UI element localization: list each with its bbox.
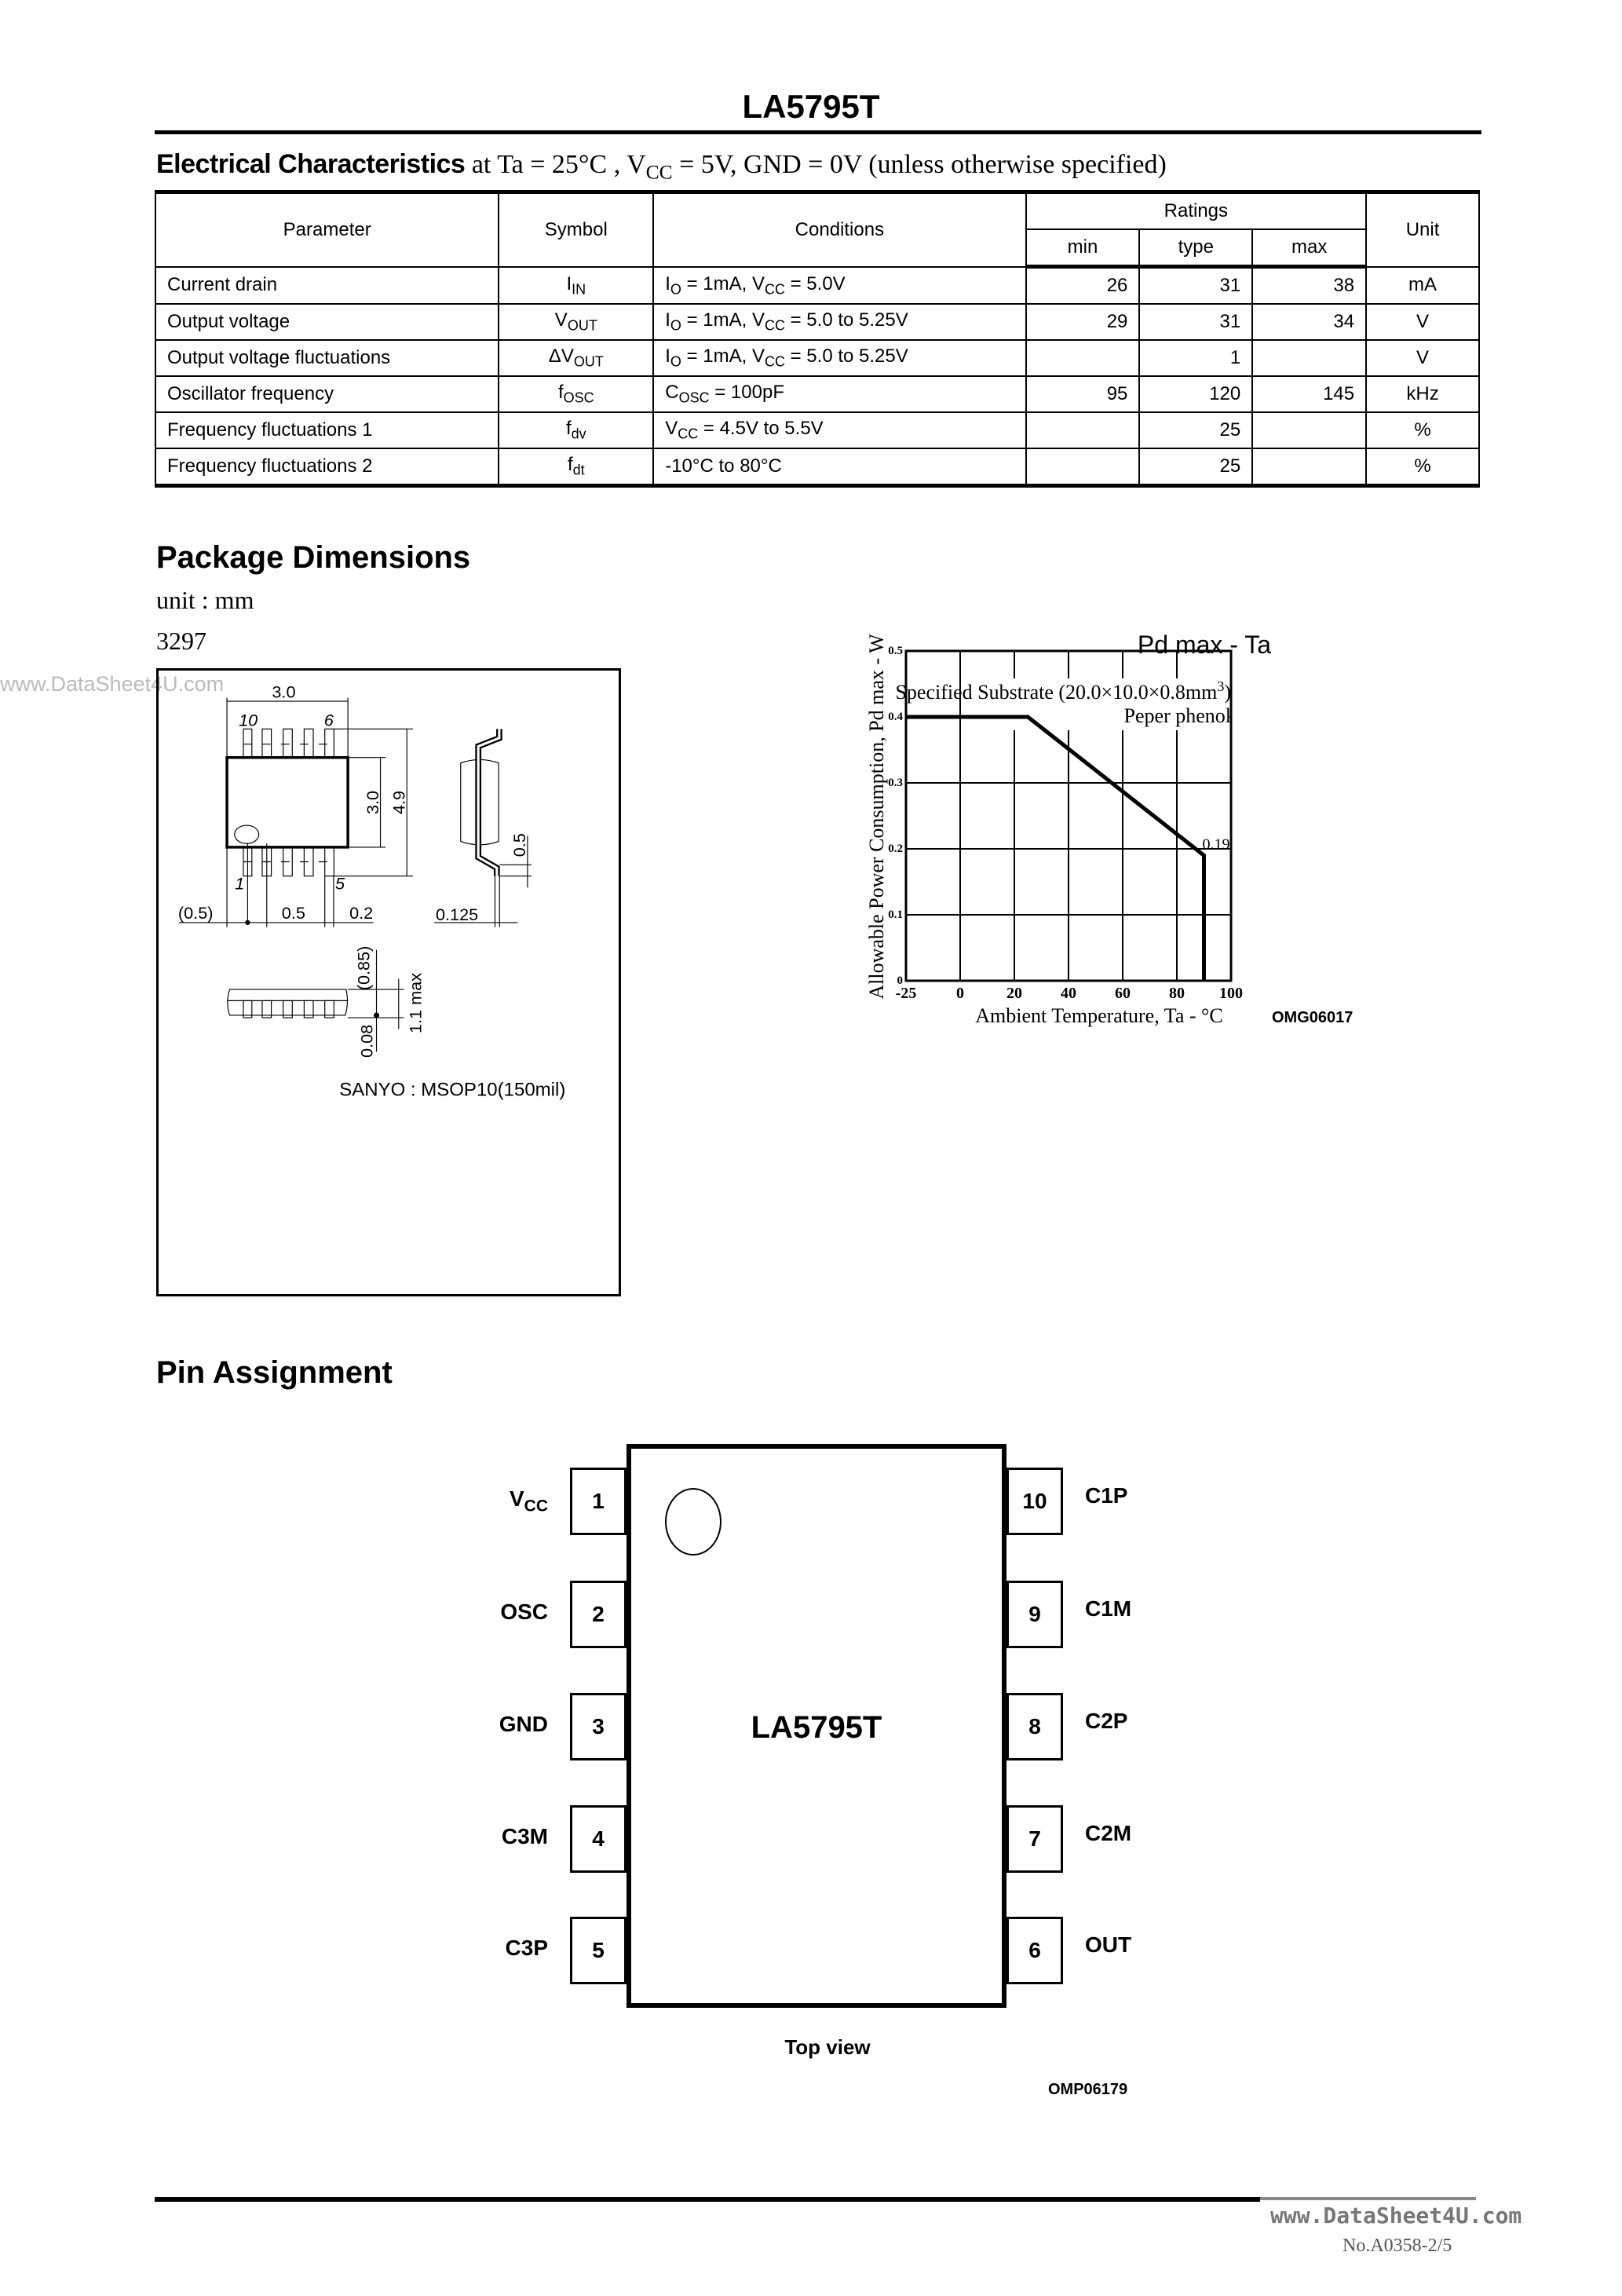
symbol-part: dt — [572, 462, 585, 478]
package-drawing — [153, 660, 624, 1303]
cell-parameter: Output voltage fluctuations — [155, 340, 499, 376]
package-body-front — [228, 989, 348, 1015]
cell-conditions — [653, 412, 1025, 448]
footer-doc-number: No.A0358-2/5 — [1343, 2236, 1452, 2256]
top-view-label: Top view — [784, 2035, 871, 2059]
pin-8-label: C2P — [1085, 1709, 1128, 1733]
document-title: LA5795T — [742, 88, 880, 125]
cell-type: 25 — [1139, 412, 1252, 448]
cell-parameter: Oscillator frequency — [155, 376, 499, 412]
y-tick-label: 0.2 — [888, 843, 903, 855]
cell-min: 26 — [1026, 267, 1140, 305]
footer-rule-gray — [1260, 2197, 1476, 2200]
pin-7-box: 7 — [1006, 1805, 1063, 1873]
package-code: 3297 — [156, 627, 206, 655]
footer-rule — [155, 2197, 1260, 2202]
chip-name: LA5795T — [751, 1710, 882, 1745]
cell-min — [1026, 448, 1140, 486]
cell-max: 145 — [1252, 376, 1366, 412]
conditions-part: O — [670, 353, 681, 370]
pin-6-label: OUT — [1085, 1932, 1132, 1957]
pin-2-box: 2 — [570, 1581, 627, 1648]
y-tick-label: 0.1 — [888, 909, 903, 921]
pin-8-box: 8 — [1006, 1693, 1063, 1760]
cell-unit: mA — [1366, 267, 1479, 305]
pin-5-label — [471, 1936, 548, 1961]
pin6-label: 6 — [323, 710, 334, 730]
electrical-characteristics-table — [155, 190, 1480, 488]
col-symbol: Symbol — [499, 192, 653, 267]
table-row — [155, 340, 1479, 376]
symbol-part: IN — [572, 280, 586, 297]
conditions-part: = 1mA, V — [681, 309, 765, 331]
dim-pitch: 0.5 — [281, 902, 305, 923]
col-ratings: Ratings — [1026, 192, 1367, 230]
pin-name-sub: CC — [524, 1497, 548, 1515]
dim-edge: (0.5) — [177, 902, 214, 923]
cell-type: 120 — [1139, 376, 1252, 412]
y-axis-label: Allowable Power Consumption, Pd max - W — [865, 634, 888, 1000]
pin-9-box: 9 — [1006, 1581, 1063, 1648]
conditions-part: = 4.5V to 5.5V — [698, 418, 824, 440]
conditions-part: I — [665, 272, 670, 294]
x-tick-label: -25 — [895, 985, 917, 1002]
cell-min: 29 — [1026, 304, 1140, 340]
cell-parameter: Frequency fluctuations 2 — [155, 448, 499, 486]
dim-lead-height: 0.5 — [510, 833, 530, 857]
pin-4-box: 4 — [570, 1805, 627, 1873]
symbol-part: V — [554, 309, 568, 331]
pin-name: V — [509, 1486, 524, 1511]
pin-10-label: C1P — [1085, 1483, 1128, 1508]
cell-conditions — [653, 304, 1025, 340]
pin-1-label — [471, 1486, 548, 1515]
cell-conditions — [653, 340, 1025, 376]
conditions-part: = 5.0 to 5.25V — [784, 345, 908, 367]
col-conditions: Conditions — [653, 192, 1025, 267]
cell-parameter: Current drain — [155, 267, 499, 305]
package-caption: SANYO : MSOP10(150mil) — [339, 1079, 566, 1101]
col-max: max — [1252, 229, 1366, 267]
cell-min — [1026, 412, 1140, 448]
package-dimensions-heading: Package Dimensions — [156, 540, 471, 575]
conditions-part: = 100pF — [709, 382, 784, 404]
cell-type: 25 — [1139, 448, 1252, 486]
cell-parameter: Frequency fluctuations 1 — [155, 412, 499, 448]
x-axis-label: Ambient Temperature, Ta - °C — [975, 1004, 1223, 1027]
dim-width: 3.0 — [272, 682, 296, 702]
conditions-part: O — [670, 280, 681, 297]
dim-total-length: 4.9 — [389, 790, 409, 815]
cell-symbol — [499, 340, 653, 376]
symbol-part: f — [565, 418, 572, 440]
pin-6-box: 6 — [1006, 1917, 1063, 1984]
table-row — [155, 304, 1479, 340]
x-tick-label: 60 — [1115, 985, 1131, 1002]
title-rule — [155, 130, 1481, 134]
conditions-part: OSC — [678, 389, 710, 406]
dim-standoff: 0.08 — [356, 1024, 377, 1058]
cell-symbol — [499, 304, 653, 340]
package-unit: unit : mm — [156, 586, 254, 614]
pin-name: C3M — [501, 1824, 548, 1848]
pin1-label: 1 — [235, 873, 245, 894]
heading-bold: Electrical Characteristics — [156, 149, 466, 179]
cell-max — [1252, 340, 1366, 376]
package-lead-outer — [478, 729, 499, 876]
cell-conditions — [653, 376, 1025, 412]
symbol-part: I — [566, 272, 572, 294]
cell-unit: V — [1366, 304, 1479, 340]
pin-9-label: C1M — [1085, 1596, 1132, 1621]
symbol-part: ΔV — [548, 345, 574, 367]
cell-unit: kHz — [1366, 376, 1479, 412]
col-parameter: Parameter — [155, 192, 499, 267]
dim-pin-width: 0.2 — [349, 902, 374, 923]
table-row — [155, 412, 1479, 448]
conditions-part: V — [665, 418, 678, 440]
pin-5-box: 5 — [570, 1917, 627, 1984]
cell-conditions — [653, 448, 1025, 486]
y-tick-label: 0.5 — [888, 645, 903, 657]
cell-max: 38 — [1252, 267, 1366, 305]
heading-conditions — [465, 150, 1167, 184]
cell-symbol — [499, 412, 653, 448]
chart-substrate-note — [895, 678, 1231, 704]
cell-max — [1252, 412, 1366, 448]
dim-body-length: 3.0 — [363, 790, 383, 815]
conditions-part: = 1mA, V — [681, 345, 765, 367]
pin-3-box: 3 — [570, 1693, 627, 1760]
pin-diagram-code: OMP06179 — [1048, 2081, 1128, 2098]
pin-4-label — [471, 1824, 548, 1849]
conditions-part: C — [665, 382, 679, 404]
conditions-part: CC — [764, 317, 785, 334]
cell-max — [1252, 448, 1366, 486]
table-row — [155, 267, 1479, 305]
conditions-part: = 5.0 to 5.25V — [784, 309, 908, 331]
symbol-part: OSC — [563, 389, 594, 406]
pin5-label: 5 — [335, 873, 345, 894]
cell-symbol — [499, 267, 653, 305]
y-tick-label: 0 — [897, 974, 903, 987]
col-min: min — [1026, 229, 1140, 267]
pin-10-box: 10 — [1006, 1468, 1063, 1535]
pin10-label: 10 — [239, 710, 258, 730]
conditions-part: I — [665, 345, 670, 367]
pin-name: OSC — [500, 1600, 548, 1624]
package-pins-top — [243, 729, 334, 876]
conditions-part: O — [670, 317, 681, 334]
conditions-part: CC — [678, 426, 699, 442]
x-tick-label: 80 — [1169, 985, 1185, 1002]
conditions-part: I — [665, 309, 670, 331]
pin-2-label — [471, 1600, 548, 1625]
cell-unit: V — [1366, 340, 1479, 376]
cell-type: 1 — [1139, 340, 1252, 376]
symbol-part: OUT — [567, 317, 597, 334]
pin-3-label — [471, 1712, 548, 1737]
x-tick-label: 40 — [1061, 985, 1076, 1002]
pin-1-box: 1 — [570, 1468, 627, 1535]
pin-name: C3P — [505, 1936, 548, 1960]
col-type: type — [1139, 229, 1252, 267]
conditions-part: CC — [764, 280, 785, 297]
pin1-indicator — [665, 1488, 721, 1556]
point-label: 0.19 — [1202, 835, 1230, 854]
dim-body-height: (0.85) — [353, 945, 374, 991]
conditions-part: CC — [764, 353, 785, 370]
heading-sub: CC — [645, 160, 673, 184]
heading-pre: at Ta = 25°C , V — [465, 150, 646, 179]
table-row — [155, 448, 1479, 486]
package-lead-inner — [478, 729, 499, 876]
y-tick-label: 0.4 — [888, 711, 903, 723]
x-tick-label: 20 — [1006, 985, 1022, 1002]
watermark: www.DataSheet4U.com — [0, 672, 225, 696]
symbol-part: dv — [571, 426, 586, 442]
conditions-part: = 5.0V — [784, 272, 846, 294]
substrate-sup: 3 — [1217, 678, 1225, 694]
cell-unit: % — [1366, 448, 1479, 486]
chart-material-note: Peper phenol — [1123, 704, 1231, 727]
col-unit: Unit — [1366, 192, 1479, 267]
cell-symbol — [499, 376, 653, 412]
chart-title: Pd max - Ta — [1137, 631, 1272, 659]
pin1-marker — [235, 825, 259, 843]
symbol-part: OUT — [573, 353, 604, 370]
cell-min — [1026, 340, 1140, 376]
substrate-text: Specified Substrate (20.0×10.0×0.8mm — [895, 681, 1218, 704]
cell-unit: % — [1366, 412, 1479, 448]
x-tick-label: 100 — [1219, 985, 1243, 1002]
pin-7-label: C2M — [1085, 1821, 1132, 1845]
symbol-part: f — [557, 382, 564, 404]
cell-min: 95 — [1026, 376, 1140, 412]
table-row — [155, 376, 1479, 412]
heading-post: = 5V, GND = 0V (unless otherwise specified) — [672, 150, 1167, 179]
chart-code: OMG06017 — [1272, 1009, 1353, 1026]
x-tick-label: 0 — [956, 985, 964, 1002]
conditions-part: -10°C to 80°C — [665, 455, 782, 477]
cell-type: 31 — [1139, 304, 1252, 340]
pd-max-chart — [848, 620, 1492, 1154]
table-body — [155, 267, 1479, 486]
package-body-top — [227, 758, 348, 847]
cell-type: 31 — [1139, 267, 1252, 305]
substrate-end: ) — [1224, 681, 1231, 704]
electrical-characteristics-heading — [156, 149, 1167, 185]
cell-symbol — [499, 448, 653, 486]
symbol-part: f — [567, 454, 573, 476]
conditions-part: = 1mA, V — [681, 272, 765, 294]
cell-parameter: Output voltage — [155, 304, 499, 340]
dim-max-height: 1.1 max — [405, 972, 426, 1034]
pin-name: GND — [499, 1712, 548, 1736]
dim-lead-thickness: 0.125 — [435, 905, 479, 925]
cell-conditions — [653, 267, 1025, 305]
pin-assignment-heading: Pin Assignment — [156, 1355, 393, 1390]
footer-site: www.DataSheet4U.com — [1270, 2203, 1522, 2228]
y-tick-label: 0.3 — [888, 777, 903, 789]
cell-max: 34 — [1252, 304, 1366, 340]
